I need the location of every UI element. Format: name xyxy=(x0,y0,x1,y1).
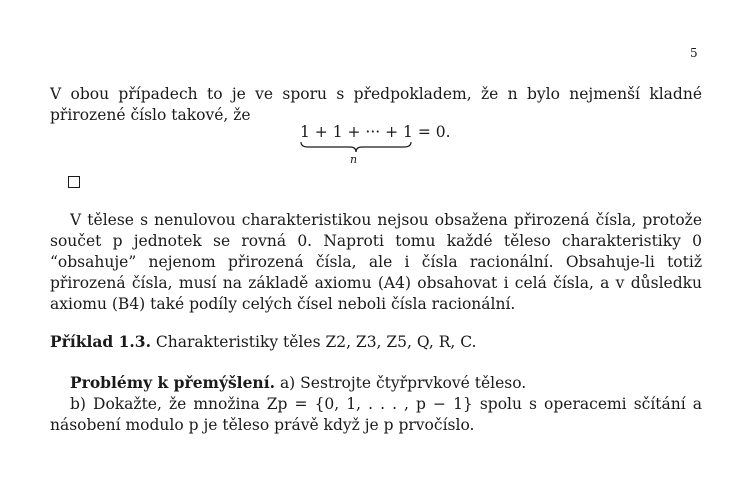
problems-section xyxy=(50,372,702,436)
example-text: Charakteristiky těles Z2, Z3, Z5, Q, R, C. xyxy=(155,333,477,351)
equation xyxy=(300,123,451,166)
paragraph-1: V obou případech to je ve sporu s předpokladem, že n bylo nejmenší kladné přirozené číslo takové, že xyxy=(50,85,702,124)
problem-a: a) Sestrojte čtyřprvkové těleso. xyxy=(279,374,527,392)
qed-square-icon xyxy=(68,176,80,188)
problem-a-line xyxy=(50,372,702,394)
equation-lhs: 1 + 1 + ··· + 1 xyxy=(300,123,413,141)
equation-lhs-wrap xyxy=(300,123,413,166)
paragraph-2: V tělese s nenulovou charakteristikou nejsou obsažena přirozená čísla, protože součet p jednotek se rovná 0. Naproti tomu každé těleso charakteristiky 0 “obsahuje” nejenom přirozená čísla, ale i čísla racionální. Obsahuje-li totiž přirozená čísla, musí na základě axiomu (A4) obsahovat i celá čísla, a v důsledku axiomu (B4) také podíly celých čísel neboli čísla racionální. xyxy=(50,211,702,313)
underbrace-icon xyxy=(300,141,412,153)
equation-rhs: = 0. xyxy=(417,123,451,141)
example-1-3 xyxy=(50,331,702,353)
page-number: 5 xyxy=(690,46,698,60)
problem-b: b) Dokažte, že množina Zp = {0, 1, . . . , p − 1} spolu s operacemi sčítání a násobení modulo p je těleso právě když je p prvočíslo. xyxy=(50,395,702,434)
example-label: Příklad 1.3. xyxy=(50,332,151,351)
equation-under-label: n xyxy=(350,153,358,166)
problems-label: Problémy k přemýšlení. xyxy=(70,373,275,392)
